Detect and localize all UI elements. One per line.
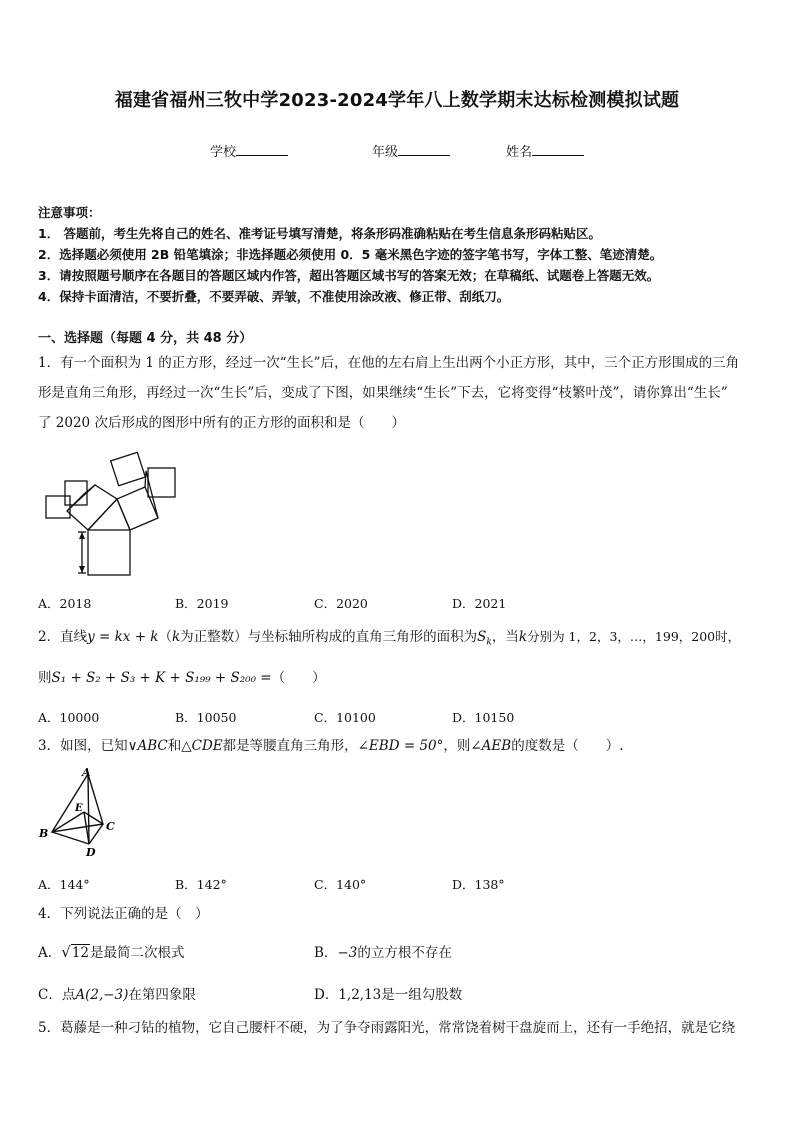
q2-text: 则	[38, 670, 52, 686]
question-1	[38, 348, 760, 438]
grade-label: 年级	[372, 145, 399, 160]
question-5: 5．葛藤是一种刁钻的植物，它自己腰杆不硬，为了争夺雨露阳光，常常饶着树干盘旋而上，还有一手绝招，就是它绕	[38, 1020, 736, 1036]
q4-option-a	[38, 941, 185, 961]
option-d: D．138°	[452, 877, 505, 892]
school-field	[210, 141, 288, 160]
q2-sub-k: k	[486, 637, 492, 648]
point-c-label: C	[106, 820, 115, 833]
q4-option-text: 的立方根不存在	[357, 945, 452, 961]
option-b: B．142°	[175, 877, 227, 892]
note-item: 3．请按照题号顺序在各题目的答题区域内作答，超出答题区域书写的答案无效；在草稿纸、试题卷上答题无效。	[38, 268, 660, 283]
q2-text: （ ）	[271, 670, 326, 686]
name-blank	[532, 143, 584, 156]
q2-var-k: k	[518, 629, 528, 645]
q4-option-label: B．	[314, 945, 338, 961]
school-label: 学校	[210, 145, 237, 160]
triangle-figure	[36, 764, 136, 860]
q4-option-c	[38, 983, 196, 1003]
q3-angle-aeb: ∠AEB	[470, 738, 512, 754]
q3-text: 3．如图，已知	[38, 738, 128, 754]
q2-text: 分别为 1，2，3，…，199，200时，	[527, 629, 741, 644]
option-a: A．2018	[38, 596, 92, 611]
option-d: D．2021	[452, 596, 507, 611]
q4-math: −3	[337, 945, 358, 961]
question-2	[38, 622, 760, 658]
name-field	[506, 141, 584, 160]
notes-section	[38, 202, 758, 307]
question-2-line2	[38, 663, 760, 693]
q1-line: 形是直角三角形，再经过一次“生长”后，变成了下图，如果继续“生长”下去，它将变得“枝繁叶茂”，请你算出“生长”	[38, 385, 728, 401]
note-item: 4．保持卡面清洁，不要折叠，不要弄破、弄皱，不准使用涂改液、修正带、刮纸刀。	[38, 289, 510, 304]
q2-var-k: k	[171, 629, 181, 645]
option-d: D．10150	[452, 710, 515, 725]
q4-option-d	[314, 983, 462, 1003]
q2-equation: y = kx + k	[87, 629, 159, 645]
q4-option-b	[314, 941, 452, 961]
sqrt-symbol: √	[61, 943, 71, 961]
option-b: B．10050	[175, 710, 237, 725]
notes-heading: 注意事项：	[38, 205, 101, 220]
q2-text: ，当	[491, 629, 519, 645]
option-c: C．2020	[314, 596, 368, 611]
pythagoras-tree-figure	[40, 448, 190, 580]
q3-angle: ∠EBD = 50°	[357, 738, 444, 754]
grade-blank	[398, 143, 450, 156]
q3-text: 的度数是（ ）.	[511, 738, 624, 754]
question-4: 4．下列说法正确的是（ ）	[38, 906, 209, 922]
q2-text: （	[158, 629, 172, 645]
q2-text: 2．直线	[38, 629, 88, 645]
name-label: 姓名	[506, 145, 533, 160]
q4-option-label: D．	[314, 987, 339, 1003]
q1-line: 了 2020 次后形成的图形中所有的正方形的面积和是（ ）	[38, 415, 405, 431]
q4-option-text: 在第四象限	[128, 987, 196, 1003]
option-b: B．2019	[175, 596, 229, 611]
note-item: 2．选择题必须使用 2B 铅笔填涂；非选择题必须使用 0．5 毫米黑色字迹的签字笔书写，字体工整、笔迹清楚。	[38, 247, 663, 262]
q1-line: 1．有一个面积为 1 的正方形，经过一次“生长”后，在他的左右肩上生出两个小正方形，其中，三个正方形围成的三角	[38, 355, 740, 371]
section-heading: 一、选择题（每题 4 分，共 48 分）	[38, 331, 253, 346]
point-e-label: E	[75, 803, 83, 814]
option-c: C．140°	[314, 877, 367, 892]
q4-radicand: 12	[71, 945, 89, 961]
point-a-label: A	[82, 766, 91, 779]
q4-math: A(2,−3)	[75, 987, 129, 1003]
q4-option-label: C．点	[38, 987, 76, 1003]
q3-triangle-cde: △CDE	[181, 738, 223, 754]
option-a: A．144°	[38, 877, 90, 892]
q4-option-label: A．	[38, 945, 62, 961]
q2-var-s: S	[477, 629, 487, 645]
question-3	[38, 731, 760, 761]
exam-title: 福建省福州三牧中学2023-2024学年八上数学期末达标检测模拟试题	[114, 90, 680, 111]
q2-text: 为正整数）与坐标轴所构成的直角三角形的面积为	[180, 629, 478, 645]
option-c: C．10100	[314, 710, 376, 725]
q4-option-text: 是一组勾股数	[381, 987, 463, 1003]
q3-triangle-abc: ∨ABC	[127, 738, 168, 754]
q2-sum-expression: S₁ + S₂ + S₃ + K + S₁₉₉ + S₂₀₀ =	[51, 670, 272, 686]
q3-text: ，则	[443, 738, 471, 754]
option-a: A．10000	[38, 710, 100, 725]
q4-option-text: 是最简二次根式	[90, 945, 185, 961]
q3-text: 都是等腰直角三角形，	[222, 738, 358, 754]
point-d-label: D	[86, 846, 96, 859]
point-b-label: B	[39, 827, 49, 840]
q4-math: 1,2,13	[338, 987, 382, 1003]
note-item: 1． 答题前，考生先将自己的姓名、准考证号填写清楚，将条形码准确粘贴在考生信息条形码粘贴区。	[38, 226, 602, 241]
q3-text: 和	[167, 738, 182, 754]
school-blank	[236, 143, 288, 156]
grade-field	[372, 141, 450, 160]
